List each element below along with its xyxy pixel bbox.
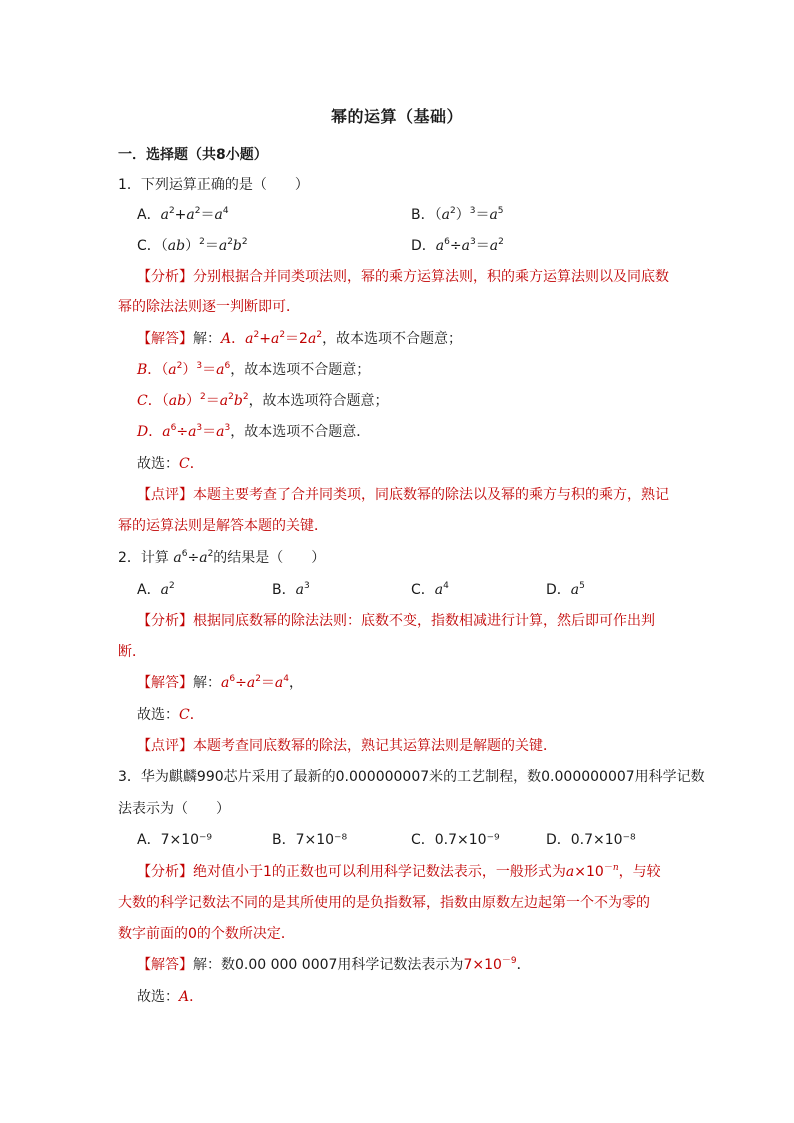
q3-option-b: B．7×10⁻⁸: [272, 832, 348, 848]
q1-option-d: D．$a^6\div a^3=a^2$: [411, 237, 504, 254]
q2-analysis-line-2: 断．: [118, 644, 146, 660]
q3-analysis-line-1: 【分析】绝对值小于1的正数也可以利用科学记数法表示，一般形式为$a\times 10^{-n}$，与较: [137, 863, 661, 880]
q3-stem-line-2: 法表示为（ ）: [118, 801, 230, 817]
q3-analysis-line-3: 数字前面的0的个数所决定．: [118, 926, 295, 942]
q2-option-a: A．$a^2$: [137, 581, 175, 598]
q1-option-a: A．$a^2+a^2=a^4$: [137, 206, 229, 223]
q1-stem: 1．下列运算正确的是（ ）: [118, 177, 309, 193]
q2-option-d: D．$a^5$: [546, 581, 585, 598]
q2-choice: 故选：C．: [137, 707, 204, 723]
q3-answer: 【解答】解：数0.00 000 0007用科学记数法表示为$7\times 10^{-9}$．: [137, 956, 531, 973]
q1-answer-b: B．$(a^2)^3=a^6$，故本选项不合题意；: [137, 361, 371, 378]
q3-choice: 故选：A．: [137, 989, 204, 1005]
q1-analysis-line-2: 幂的除法法则逐一判断即可．: [118, 299, 300, 315]
q1-comment-line-2: 幂的运算法则是解答本题的关键．: [118, 518, 328, 534]
q1-analysis-line-1: 【分析】分别根据合并同类项法则，幂的乘方运算法则，积的乘方运算法则以及同底数: [137, 269, 669, 285]
q3-option-a: A．7×10⁻⁹: [137, 832, 213, 848]
q1-option-c: C．$(ab)^2=a^2b^2$: [137, 237, 248, 254]
analysis-tag: 【分析】: [137, 269, 193, 285]
page-title: 幂的运算（基础）: [330, 107, 463, 126]
q2-option-c: C．$a^4$: [411, 581, 449, 598]
q2-answer: 【解答】解：$a^6\div a^2=a^4$，: [137, 674, 304, 691]
answer-tag: 【解答】: [137, 331, 193, 347]
q2-option-b: B．$a^3$: [272, 581, 310, 598]
q1-comment-line-1: 【点评】本题主要考查了合并同类项，同底数幂的除法以及幂的乘方与积的乘方，熟记: [137, 487, 669, 503]
q2-comment: 【点评】本题考查同底数幂的除法，熟记其运算法则是解题的关键．: [137, 738, 557, 754]
q1-answer-c: C．$(ab)^2=a^2b^2$，故本选项符合题意；: [137, 392, 389, 409]
q3-option-d: D．0.7×10⁻⁸: [546, 832, 636, 848]
q1-answer-d: D．$a^6\div a^3=a^3$，故本选项不合题意．: [137, 423, 371, 440]
q1-option-b: B．$(a^2)^3=a^5$: [411, 206, 504, 223]
comment-tag: 【点评】: [137, 487, 193, 503]
q3-option-c: C．0.7×10⁻⁹: [411, 832, 500, 848]
q2-analysis-line-1: 【分析】根据同底数幂的除法法则：底数不变，指数相减进行计算，然后即可作出判: [137, 613, 655, 629]
section-heading: 一．选择题（共8小题）: [118, 147, 268, 163]
q3-analysis-line-2: 大数的科学记数法不同的是其所使用的是负指数幂，指数由原数左边起第一个不为零的: [118, 895, 650, 911]
q1-answer-a: 【解答】解：A．$a^2+a^2=2a^2$，故本选项不合题意；: [137, 330, 463, 347]
q3-stem-line-1: 3．华为麒麟990芯片采用了最新的0.000000007米的工艺制程，数0.000000007用科学记数: [118, 769, 705, 785]
q2-stem: 2．计算 $a^6\div a^2$的结果是（ ）: [118, 549, 326, 566]
q1-choice: 故选：C．: [137, 456, 204, 472]
